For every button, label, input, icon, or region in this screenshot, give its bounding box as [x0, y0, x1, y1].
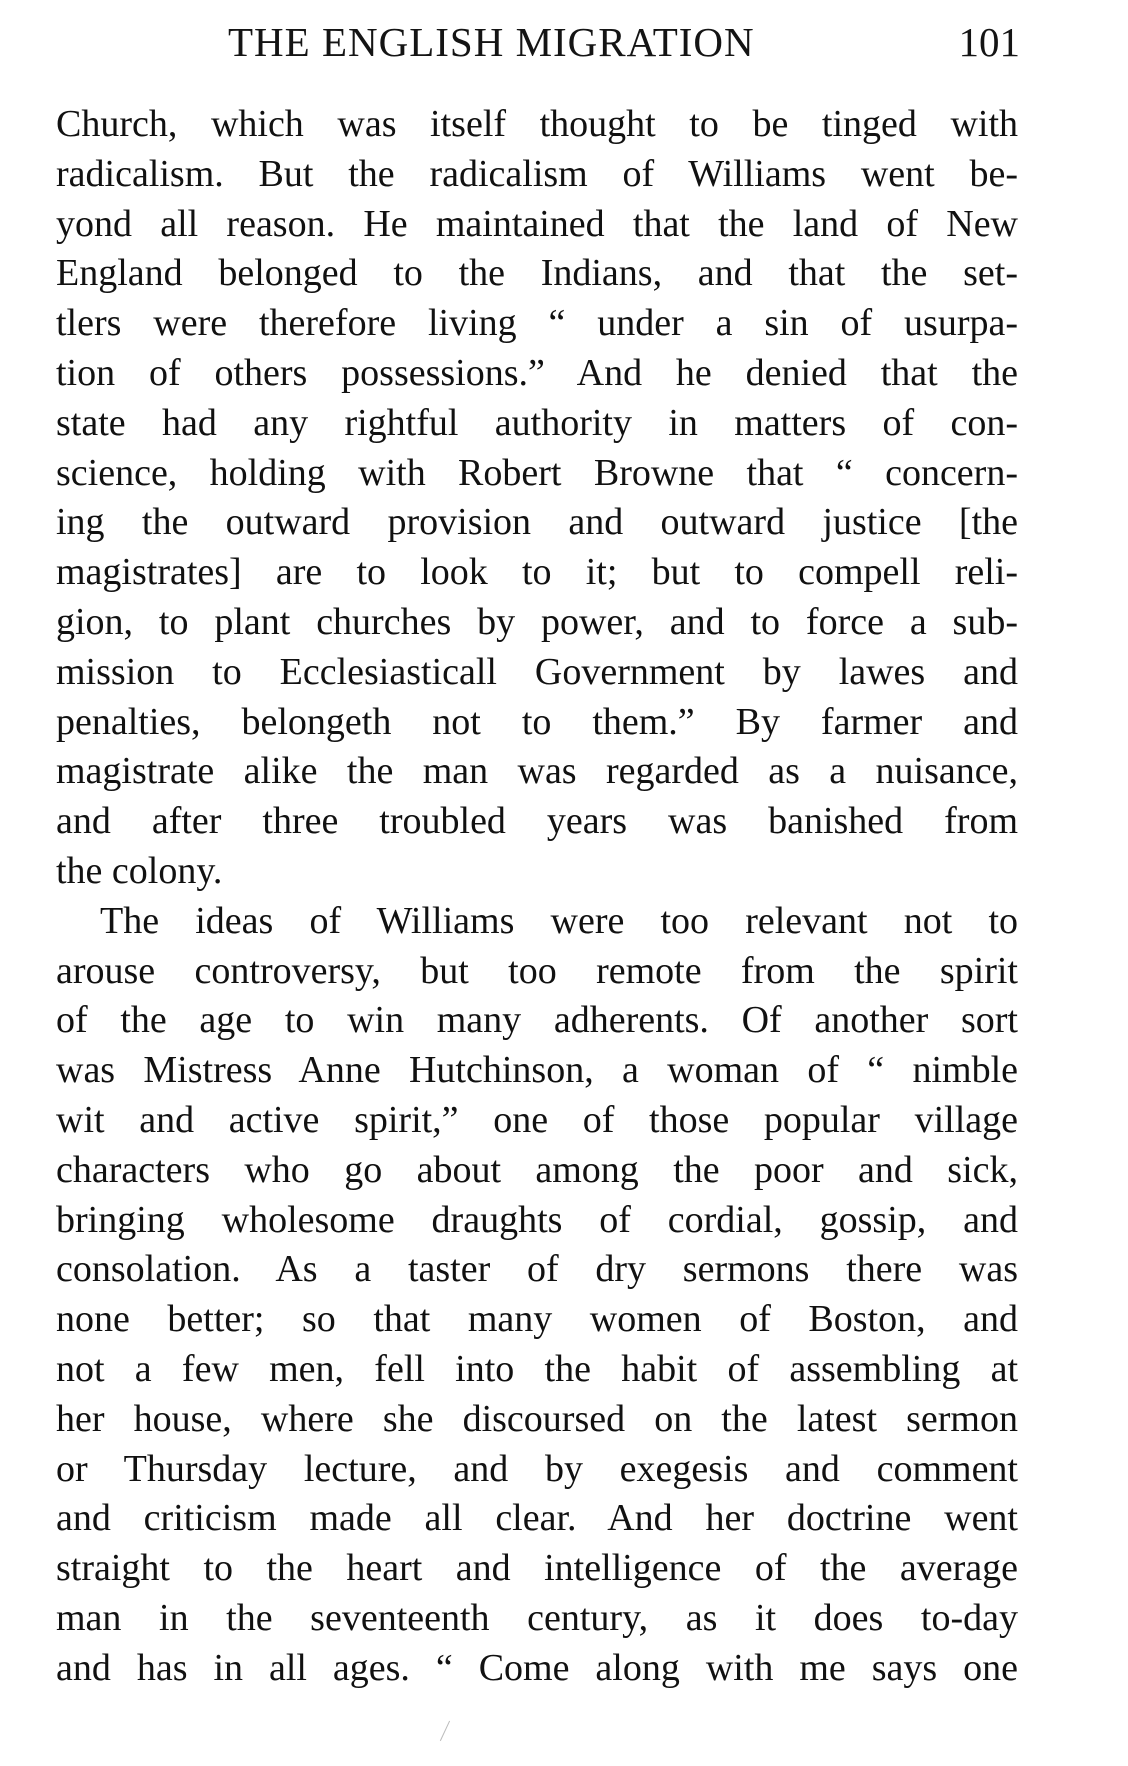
text-line: not a few men, fell into the habit of assembling at [56, 1347, 1018, 1390]
text-line: mission to Ecclesiasticall Government by lawes and [56, 650, 1018, 693]
paragraph-start-line: The ideas of Williams were too relevant not to [100, 899, 1018, 942]
text-line: and after three troubled years was banished from [56, 800, 1018, 843]
text-line: tlers were therefore living “ under a sin of usurpa- [56, 302, 1018, 345]
text-line: her house, where she discoursed on the latest sermon [56, 1397, 1018, 1440]
page-number: 101 [958, 19, 1020, 65]
text-line: and criticism made all clear. And her doctrine went [56, 1497, 1018, 1540]
print-speck [440, 1721, 459, 1746]
text-line: science, holding with Robert Browne that “ concern- [56, 451, 1018, 494]
text-line: radicalism. But the radicalism of Williams went be- [56, 152, 1018, 195]
text-line: penalties, belongeth not to them.” By farmer and [56, 700, 1018, 743]
text-line: Church, which was itself thought to be tinged with [56, 103, 1018, 145]
text-line: magistrate alike the man was regarded as a nuisance, [56, 750, 1018, 793]
text-line: and has in all ages. “ Come along with me says one [56, 1646, 1018, 1689]
text-line: straight to the heart and intelligence of the average [56, 1547, 1018, 1590]
text-line: of the age to win many adherents. Of another sort [56, 999, 1018, 1042]
text-line: characters who go about among the poor and sick, [56, 1148, 1018, 1191]
text-line: man in the seventeenth century, as it does to-day [56, 1596, 1018, 1639]
text-line: yond all reason. He maintained that the land of New [56, 202, 1018, 245]
text-line: ing the outward provision and outward justice [the [56, 501, 1018, 544]
text-line: consolation. As a taster of dry sermons there was [56, 1248, 1018, 1291]
text-line: magistrates] are to look to it; but to compell reli- [56, 551, 1018, 594]
text-line: state had any rightful authority in matters of con- [56, 401, 1018, 444]
text-line: tion of others possessions.” And he denied that the [56, 351, 1018, 394]
running-title: THE ENGLISH MIGRATION [228, 19, 755, 65]
text-line: gion, to plant churches by power, and to force a sub- [56, 600, 1018, 643]
text-line: bringing wholesome draughts of cordial, gossip, and [56, 1198, 1018, 1241]
text-line: arouse controversy, but too remote from the spirit [56, 949, 1018, 992]
text-line: wit and active spirit,” one of those popular village [56, 1098, 1018, 1141]
text-line: or Thursday lecture, and by exegesis and comment [56, 1447, 1018, 1490]
text-line: England belonged to the Indians, and that the set- [56, 252, 1018, 295]
text-line: the colony. [56, 849, 223, 892]
text-line: was Mistress Anne Hutchinson, a woman of “ nimble [56, 1049, 1018, 1092]
body-text [56, 100, 1018, 1694]
text-line: none better; so that many women of Boston, and [56, 1298, 1018, 1341]
